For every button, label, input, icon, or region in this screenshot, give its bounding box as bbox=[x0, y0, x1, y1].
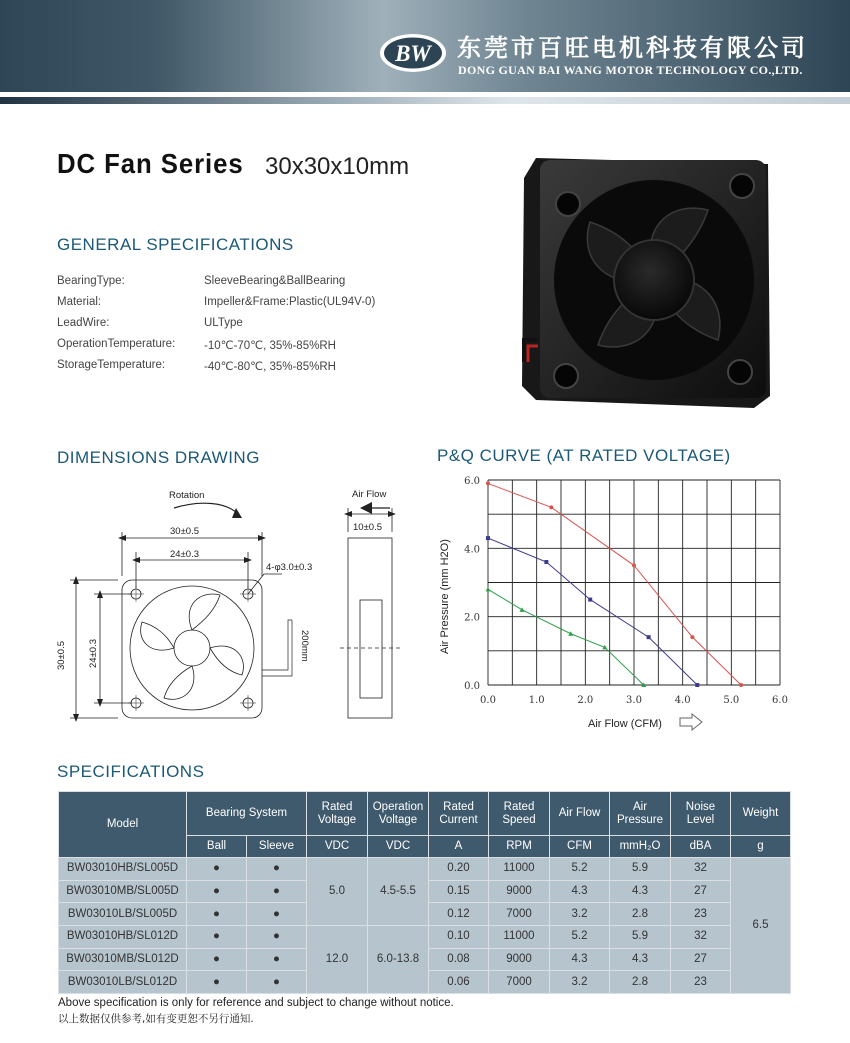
pressure-cell: 2.8 bbox=[610, 903, 671, 926]
dimensions-heading: DIMENSIONS DRAWING bbox=[57, 448, 260, 467]
spec-table bbox=[58, 791, 791, 994]
data-point bbox=[568, 631, 573, 636]
hdr-airflow: Air Flow bbox=[550, 792, 610, 836]
weight-cell: 6.5 bbox=[731, 858, 791, 994]
speed-cell: 11000 bbox=[489, 858, 550, 881]
current-cell: 0.08 bbox=[429, 948, 489, 971]
general-heading: GENERAL SPECIFICATIONS bbox=[57, 235, 294, 254]
airflow-cell: 4.3 bbox=[550, 948, 610, 971]
speed-cell: 9000 bbox=[489, 948, 550, 971]
hdr-speed: Rated Speed bbox=[489, 792, 550, 836]
x-tick-label: 5.0 bbox=[723, 695, 740, 706]
data-point bbox=[739, 683, 743, 687]
x-tick-label: 3.0 bbox=[626, 695, 642, 706]
ball-dot-icon: ● bbox=[187, 971, 247, 994]
op-voltage-cell: 6.0-13.8 bbox=[368, 926, 429, 994]
chart-y-axis-label: Air Pressure (mm H2O) bbox=[439, 539, 451, 654]
y-tick-label: 2.0 bbox=[464, 612, 480, 624]
thickness-label: 10±0.5 bbox=[353, 522, 382, 533]
hdr-pressure: Air Pressure bbox=[610, 792, 671, 836]
ball-dot-icon: ● bbox=[187, 903, 247, 926]
sleeve-dot-icon: ● bbox=[247, 903, 307, 926]
note-en: Above specification is only for reference and subject to change without notice. bbox=[58, 997, 454, 1009]
general-spec-value: Impeller&Frame:Plastic(UL94V-0) bbox=[204, 296, 376, 308]
unit-sleeve: Sleeve bbox=[247, 836, 307, 858]
data-point bbox=[690, 635, 694, 639]
hdr-noise: Noise Level bbox=[671, 792, 731, 836]
data-point bbox=[486, 587, 491, 592]
speed-cell: 7000 bbox=[489, 971, 550, 994]
x-tick-label: 6.0 bbox=[772, 695, 788, 706]
data-point bbox=[520, 607, 525, 612]
y-tick-label: 0.0 bbox=[464, 681, 480, 692]
model-cell: BW03010HB/SL005D bbox=[59, 858, 187, 881]
airflow-label: Air Flow bbox=[352, 489, 387, 500]
noise-cell: 27 bbox=[671, 948, 731, 971]
airflow-cell: 4.3 bbox=[550, 880, 610, 903]
current-cell: 0.15 bbox=[429, 880, 489, 903]
chart-x-arrow-icon bbox=[680, 714, 702, 730]
airflow-cell: 3.2 bbox=[550, 971, 610, 994]
sleeve-dot-icon: ● bbox=[247, 858, 307, 881]
general-spec-value: SleeveBearing&BallBearing bbox=[204, 275, 346, 287]
chart-x-axis-label: Air Flow (CFM) bbox=[588, 718, 662, 730]
hdr-op-voltage: Operation Voltage bbox=[368, 792, 429, 836]
company-name-cn: 东莞市百旺电机科技有限公司 bbox=[457, 34, 808, 62]
unit-pressure: mmH₂O bbox=[610, 836, 671, 858]
chart-grid bbox=[488, 480, 780, 685]
height-outer-label: 30±0.5 bbox=[56, 641, 67, 670]
x-tick-label: 2.0 bbox=[577, 695, 594, 706]
noise-cell: 32 bbox=[671, 926, 731, 949]
sleeve-dot-icon: ● bbox=[247, 971, 307, 994]
general-spec-label: BearingType: bbox=[57, 275, 125, 287]
airflow-cell: 5.2 bbox=[550, 858, 610, 881]
hdr-weight: Weight bbox=[731, 792, 791, 836]
ball-dot-icon: ● bbox=[187, 926, 247, 949]
series-line bbox=[488, 483, 741, 685]
data-point bbox=[647, 635, 651, 639]
general-spec-value: -40℃-80℃, 35%-85%RH bbox=[204, 361, 336, 373]
unit-ball: Ball bbox=[187, 836, 247, 858]
y-tick-label: 6.0 bbox=[464, 476, 480, 487]
general-spec-value: -10℃-70℃, 35%-85%RH bbox=[204, 340, 336, 352]
general-spec-label: StorageTemperature: bbox=[57, 359, 166, 371]
data-point bbox=[588, 598, 592, 602]
airflow-cell: 3.2 bbox=[550, 903, 610, 926]
speed-cell: 7000 bbox=[489, 903, 550, 926]
hdr-model: Model bbox=[59, 792, 187, 858]
spec-row bbox=[59, 858, 791, 881]
unit-current: A bbox=[429, 836, 489, 858]
pressure-cell: 4.3 bbox=[610, 880, 671, 903]
series-line bbox=[488, 589, 644, 685]
y-tick-label: 4.0 bbox=[464, 544, 480, 556]
general-spec-label: Material: bbox=[57, 296, 102, 308]
sleeve-dot-icon: ● bbox=[247, 948, 307, 971]
chart-heading: P&Q CURVE (AT RATED VOLTAGE) bbox=[437, 446, 731, 465]
pressure-cell: 4.3 bbox=[610, 948, 671, 971]
pressure-cell: 2.8 bbox=[610, 971, 671, 994]
fan-photo bbox=[518, 150, 773, 412]
width-inner-label: 24±0.3 bbox=[170, 549, 199, 560]
noise-cell: 32 bbox=[671, 858, 731, 881]
x-tick-label: 0.0 bbox=[480, 695, 496, 706]
specs-heading: SPECIFICATIONS bbox=[57, 762, 205, 781]
hdr-current: Rated Current bbox=[429, 792, 489, 836]
model-cell: BW03010LB/SL012D bbox=[59, 971, 187, 994]
current-cell: 0.20 bbox=[429, 858, 489, 881]
noise-cell: 23 bbox=[671, 903, 731, 926]
current-cell: 0.12 bbox=[429, 903, 489, 926]
noise-cell: 27 bbox=[671, 880, 731, 903]
speed-cell: 9000 bbox=[489, 880, 550, 903]
note-cn: 以上数据仅供参考,如有变更恕不另行通知. bbox=[58, 1013, 254, 1025]
sleeve-dot-icon: ● bbox=[247, 926, 307, 949]
header-stripe bbox=[0, 97, 850, 104]
unit-airflow: CFM bbox=[550, 836, 610, 858]
width-outer-label: 30±0.5 bbox=[170, 526, 199, 537]
sleeve-dot-icon: ● bbox=[247, 880, 307, 903]
hdr-voltage: Rated Voltage bbox=[307, 792, 368, 836]
unit-noise: dBA bbox=[671, 836, 731, 858]
hole-spec-label: 4-φ3.0±0.3 bbox=[266, 562, 313, 573]
data-point bbox=[632, 563, 636, 567]
rotation-label: Rotation bbox=[169, 490, 205, 501]
hdr-bearing: Bearing System bbox=[187, 792, 307, 836]
series-title: DC Fan Series bbox=[57, 148, 244, 179]
series-line bbox=[488, 538, 697, 685]
unit-speed: RPM bbox=[489, 836, 550, 858]
pq-chart bbox=[432, 470, 802, 740]
chart-series-group bbox=[486, 481, 744, 687]
lead-length-label: 200mm bbox=[299, 630, 310, 662]
unit-weight: g bbox=[731, 836, 791, 858]
general-spec-value: ULType bbox=[204, 317, 243, 329]
dimensions-drawing bbox=[50, 480, 420, 725]
pressure-cell: 5.9 bbox=[610, 926, 671, 949]
company-logo bbox=[378, 32, 448, 74]
current-cell: 0.06 bbox=[429, 971, 489, 994]
general-spec-label: OperationTemperature: bbox=[57, 338, 176, 350]
ball-dot-icon: ● bbox=[187, 880, 247, 903]
speed-cell: 11000 bbox=[489, 926, 550, 949]
data-point bbox=[695, 683, 699, 687]
pressure-cell: 5.9 bbox=[610, 858, 671, 881]
company-name-en: DONG GUAN BAI WANG MOTOR TECHNOLOGY CO.,LTD. bbox=[458, 63, 803, 77]
series-size: 30x30x10mm bbox=[265, 153, 410, 180]
data-point bbox=[544, 560, 548, 564]
model-cell: BW03010MB/SL005D bbox=[59, 880, 187, 903]
x-tick-label: 1.0 bbox=[528, 695, 545, 706]
airflow-cell: 5.2 bbox=[550, 926, 610, 949]
ball-dot-icon: ● bbox=[187, 948, 247, 971]
noise-cell: 23 bbox=[671, 971, 731, 994]
voltage-cell: 12.0 bbox=[307, 926, 368, 994]
data-point bbox=[486, 481, 490, 485]
model-cell: BW03010LB/SL005D bbox=[59, 903, 187, 926]
logo-text: BW bbox=[395, 41, 431, 66]
model-cell: BW03010MB/SL012D bbox=[59, 948, 187, 971]
unit-voltage: VDC bbox=[307, 836, 368, 858]
x-tick-label: 4.0 bbox=[674, 695, 691, 706]
spec-row bbox=[59, 926, 791, 949]
current-cell: 0.10 bbox=[429, 926, 489, 949]
ball-dot-icon: ● bbox=[187, 858, 247, 881]
data-point bbox=[549, 505, 553, 509]
unit-op-voltage: VDC bbox=[368, 836, 429, 858]
model-cell: BW03010HB/SL012D bbox=[59, 926, 187, 949]
front-view-frame bbox=[122, 580, 262, 718]
op-voltage-cell: 4.5-5.5 bbox=[368, 858, 429, 926]
voltage-cell: 5.0 bbox=[307, 858, 368, 926]
general-spec-label: LeadWire: bbox=[57, 317, 110, 329]
data-point bbox=[486, 536, 490, 540]
height-inner-label: 24±0.3 bbox=[88, 639, 99, 668]
